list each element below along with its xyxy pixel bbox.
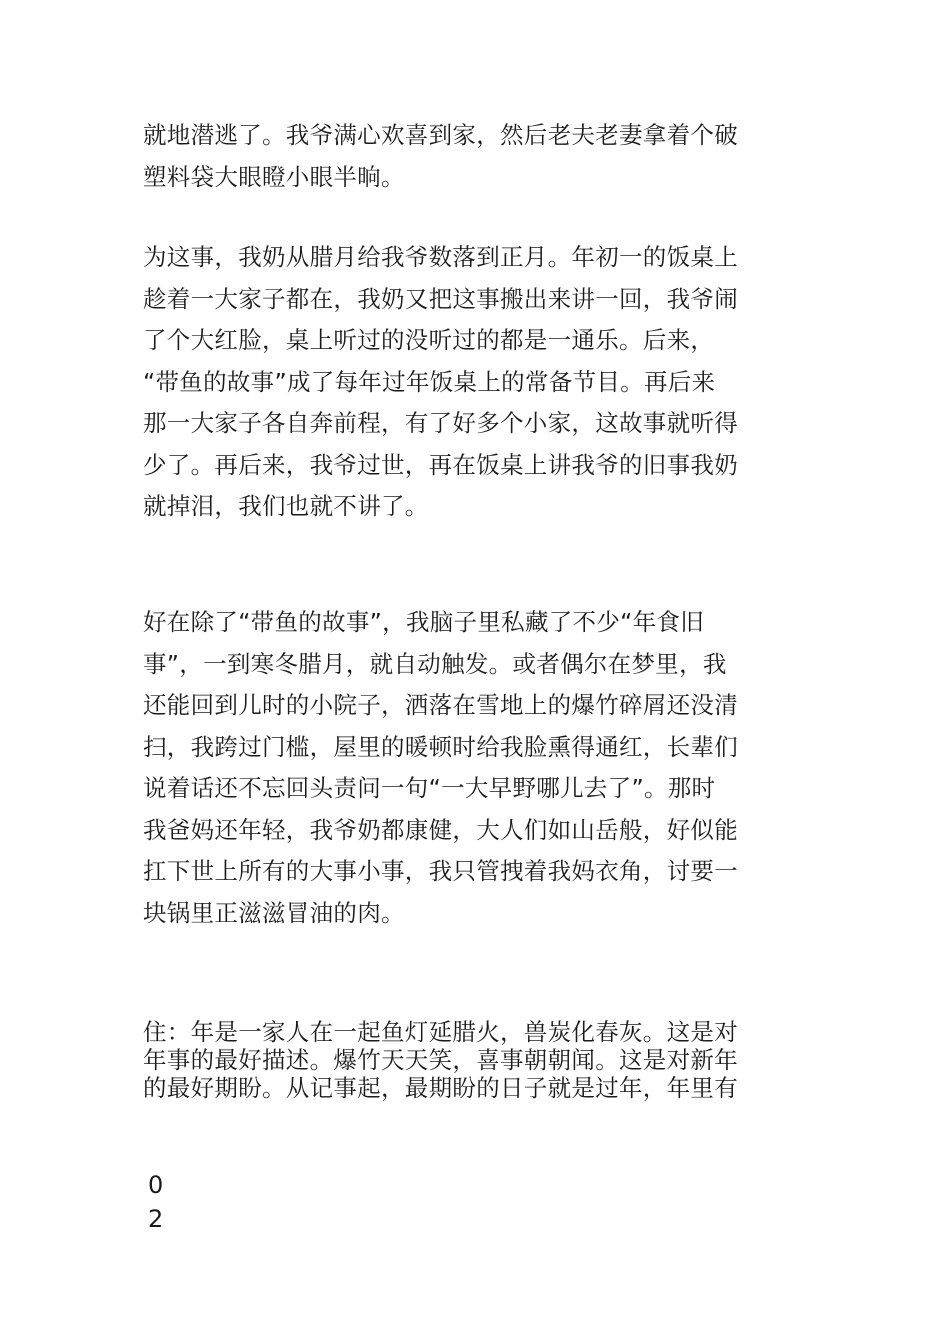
text-line: 住：年是一家人在一起鱼灯延腊火，兽炭化春灰。这是对 [143, 1018, 738, 1046]
page-number-digit: 2 [148, 1205, 164, 1233]
text-line: 扛下世上所有的大事小事，我只管拽着我妈衣角，讨要一 [143, 857, 738, 885]
text-line: 塑料袋大眼瞪小眼半晌。 [143, 162, 405, 191]
text-line: 那一大家子各自奔前程，有了好多个小家，这故事就听得 [143, 409, 738, 437]
text-line: 的最好期盼。从记事起，最期盼的日子就是过年，年里有 [143, 1074, 738, 1102]
text-line: 我爸妈还年轻，我爷奶都康健，大人们如山岳般，好似能 [143, 815, 738, 844]
paragraph-4 [143, 1018, 823, 1102]
text-line: 趁着一大家子都在，我奶又把这事搬出来讲一回，我爷闹 [143, 284, 738, 313]
page-number [148, 1168, 163, 1236]
text-line: 为这事，我奶从腊月给我爷数落到正月。年初一的饭桌上 [143, 243, 738, 271]
text-line: 块锅里正滋滋冒油的肉。 [143, 898, 405, 927]
text-line: 还能回到儿时的小院子，洒落在雪地上的爆竹碎屑还没清 [143, 691, 738, 719]
text-line: 少了。再后来，我爷过世，再在饭桌上讲我爷的旧事我奶 [143, 450, 738, 479]
text-line: 就地潜逃了。我爷满心欢喜到家，然后老夫老妻拿着个破 [143, 121, 738, 149]
text-line: 事”，一到寒冬腊月，就自动触发。或者偶尔在梦里，我 [143, 649, 727, 678]
text-line: 了个大红脸，桌上听过的没听过的都是一通乐。后来， [143, 326, 715, 354]
paragraph-2 [143, 237, 823, 528]
page-number-digit: 0 [148, 1171, 164, 1199]
text-line: 好在除了“带鱼的故事”，我脑子里私藏了不少“年食旧 [143, 608, 705, 636]
paragraph-1 [143, 115, 823, 198]
text-line: 就掉泪，我们也就不讲了。 [143, 492, 429, 520]
text-line: “带鱼的故事”成了每年过年饭桌上的常备节目。再后来 [143, 367, 716, 396]
text-line: 年事的最好描述。爆竹天天笑，喜事朝朝闻。这是对新年 [143, 1046, 738, 1074]
text-line: 扫，我跨过门槛，屋里的暖顿时给我脸熏得通红，长辈们 [143, 732, 738, 761]
text-line: 说着话还不忘回头责问一句“一大早野哪儿去了”。那时 [143, 774, 716, 802]
paragraph-3 [143, 602, 823, 934]
